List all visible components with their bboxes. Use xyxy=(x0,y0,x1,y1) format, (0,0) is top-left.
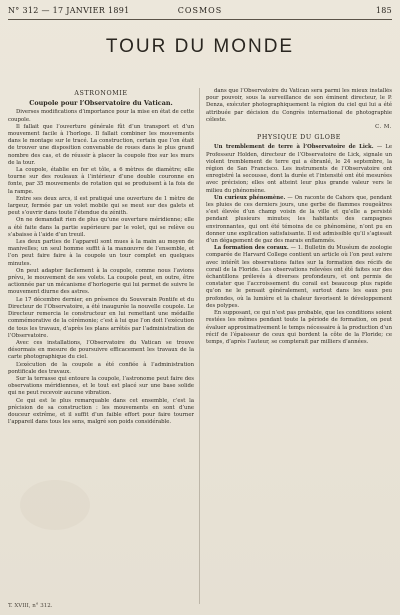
news-item xyxy=(206,195,392,245)
paragraph: Diverses modifications d’importance pour la mise en état de cette coupole. xyxy=(8,109,194,123)
paragraph: Il fallait que l’ouverture générale fût d’un transport et d’un mouvement facile à l’horloge. Il fallait combiner les mouvements dans le montage sur le tracé. La construction, certain que l’on était de trouver une disposition convenable de roues dans le plus grand nombre des cas, et de réussir à placer la coupole fixe sur les murs de la tour. xyxy=(8,123,194,166)
news-item-text: En supposant, ce qui n’est pas probable, que les conditions soient restées les mêmes pendant toute la période de formation, on peut évaluer approximativement le temps nécessaire à la production d’un récif de l’épaisseur de ceux qui bordent la côte de la Floride; ce temps, d’après l’auteur, se compterait par milliers d’années. xyxy=(206,310,392,345)
news-item xyxy=(206,310,392,346)
issue-number: N° 312 — 17 JANVIER 1891 xyxy=(8,6,130,15)
page-footer: T. XVIII, n° 312. xyxy=(8,603,53,609)
paragraph: On peut adapter facilement à la coupole, comme nous l’avions prévu, le mouvement de ses volets. La coupole peut, en outre, être actionnée par un mécanisme d’horlogerie qui lui permet de suivre le mouvement diurne des astres. xyxy=(8,267,194,296)
paragraph: La coupole, établie en fer et tôle, a 6 mètres de diamètre; elle tourne sur des rouleaux à l’intérieur d’une double couronne en fonte, par 35 mouvements de rotation qui se produisent à la fois de la rampe. xyxy=(8,167,194,195)
paragraph: Les deux parties de l’appareil sont mues à la main au moyen de manivelles; un seul homme suffit à la manœuvre de l’ensemble, et l’on peut faire faire à la coupole un tour complet en quelques minutes. xyxy=(8,239,194,267)
journal-title: COSMOS xyxy=(177,6,223,15)
paragraph: dans que l’Observatoire du Vatican sera parmi les mieux installés pour pouvoir, sous la surveillance de son éminent directeur, le P. Denza, exécuter photographiquement la région du ciel qui lui a été attribuée par décision du Congrès international de photographie céleste. xyxy=(206,88,392,123)
paragraph: Sur la terrasse qui entoure la coupole, l’astronome peut faire des observations méridiennes, et le tout est placé sur une base solide qui ne peut recevoir aucune vibration. xyxy=(8,375,194,397)
section-title: TOUR DU MONDE xyxy=(105,36,295,57)
author-signature: C. M. xyxy=(375,124,392,131)
news-item-text: — On raconte de Cahors que, pendant les pluies de ces derniers jours, une gerbe de flammes rougeâtres s’est élevée d’un champ voisin de la ville et qu’elle a persisté pendant plusieurs minutes; les habitants des campagnes environnantes, qui ont été témoins de ce phénomène, n’ont pu en donner une explication satisfaisante. Il est admissible qu’il s’agissait d’un dégagement de gaz des marais enflammés. xyxy=(206,194,392,245)
news-item xyxy=(206,144,392,194)
news-item-text: — 1. Bulletin du Muséum de zoologie comparée de Harvard College contient un article où l’on peut suivre avec intérêt les observations faites sur la formation des récifs de corail de la Floride. Les observations relevées ont été faites sur des échantillons prélevés à diverses profondeurs, et ont permis de constater que l’accroissement du corail est beaucoup plus rapide qu’on ne le pensait généralement, surtout dans les eaux peu profondes, où la lumière et la chaleur favorisent le développement des polypes. xyxy=(206,245,392,309)
paragraph: Le 17 décembre dernier, en présence du Souverain Pontife et du Directeur de l’Observatoire, a été inaugurée la nouvelle coupole. Le Directeur remercia le constructeur en lui remettant une médaille commémorative de la cérémonie; c’est à lui que l’on doit l’exécution de tous les travaux, d’après les plans arrêtés par l’administration de l’Observatoire. xyxy=(8,296,194,339)
left-column xyxy=(8,88,194,598)
right-column xyxy=(206,88,392,598)
news-item xyxy=(206,245,392,310)
page-number: 185 xyxy=(375,6,392,15)
paragraph: Ce qui est le plus remarquable dans cet ensemble, c’est la précision de sa construction : les mouvements en sont d’une douceur extrême, et il suffit d’un faible effort pour faire tourner l’appareil dans tous les sens, malgré son poids considérable. xyxy=(8,397,194,426)
news-item-text: — Le Professeur Holden, directeur de l’Observatoire de Lick, signale un violent tremblement de terre qui a ébranlé, le 24 septembre, la région de San Francisco. Les instruments de l’Observatoire ont enregistré la secousse, dont la durée et l’intensité ont été mesurées avec précision; elles ont atteint leur plus grande valeur vers le milieu du phénomène. xyxy=(206,144,392,194)
paragraph: On ne demandait rien de plus qu’une ouverture méridienne; elle a été faite dans la partie supérieure par le volet, qui se relève ou s’abaisse à l’aide d’un treuil. xyxy=(8,217,194,238)
paragraph: L’exécution de la coupole a été confiée à l’administration pontificale des travaux. xyxy=(8,361,194,375)
header-rule xyxy=(8,19,392,20)
paragraph: Avec ces installations, l’Observatoire du Vatican se trouve désormais en mesure de poursuivre efficacement les travaux de la carte photographique du ciel. xyxy=(8,339,194,361)
paragraph: Entre ses deux arcs, il est pratiqué une ouverture de 1 mètre de largeur, fermée par un volet mobile qui se meut sur des galets et peut s’ouvrir dans toute l’étendue du zénith. xyxy=(8,195,194,217)
article-heading: Coupole pour l’Observatoire du Vatican. xyxy=(29,99,173,108)
news-item-lead: La formation des coraux. xyxy=(214,245,289,252)
rubric-astronomie: ASTRONOMIE xyxy=(74,90,128,97)
rubric-physique-du-globe: PHYSIQUE DU GLOBE xyxy=(257,134,341,142)
column-divider xyxy=(199,88,200,604)
news-item-lead: Un curieux phénomène. xyxy=(214,194,286,201)
news-item-lead: Un tremblement de terre à l’Observatoire de Lick. xyxy=(214,144,374,151)
running-head xyxy=(8,6,392,20)
